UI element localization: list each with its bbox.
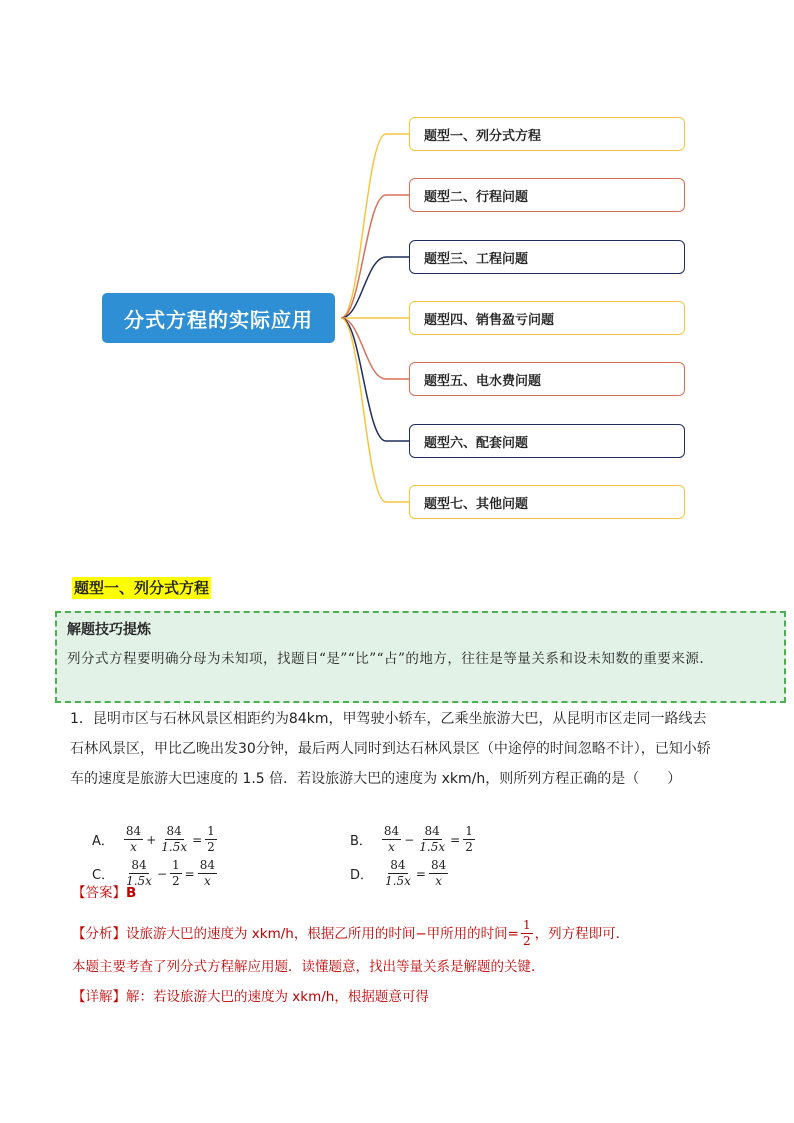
analysis-fraction — [521, 918, 533, 949]
fraction — [463, 824, 475, 855]
mindmap-root: 分式方程的实际应用 — [102, 293, 335, 343]
denominator: 2 — [207, 840, 215, 854]
operator: = — [192, 832, 203, 847]
question-text: 1．昆明市区与石林风景区相距约为84km，甲驾驶小轿车，乙乘坐旅游大巴，从昆明市区走同一路线去石林风景区，甲比乙晚出发30分钟，最后两人同时到达石林风景区（中途停的时间忽略不计），已知小轿车的速度是旅游大巴速度的 1.5 倍．若设旅游大巴的速度为 xkm/h，则所列方程正确的是（ ） — [70, 711, 711, 787]
operator: − — [156, 866, 167, 881]
section-title: 题型一、列分式方程 — [74, 579, 210, 597]
option-d[interactable] — [350, 858, 450, 889]
numerator: 1 — [207, 824, 215, 838]
analysis-label: 【分析】 — [72, 925, 126, 942]
summary-text: 本题主要考查了列分式方程解应用题．读懂题意，找出等量关系是解题的关键． — [72, 959, 545, 975]
denominator: x — [435, 874, 442, 888]
numerator: 84 — [390, 858, 406, 872]
fraction — [205, 824, 217, 855]
answer-value: B — [126, 885, 137, 901]
numerator: 84 — [430, 858, 447, 872]
numerator: 84 — [131, 858, 147, 872]
denominator: x — [388, 840, 395, 854]
analysis-text-end: ，列方程即可. — [534, 925, 620, 942]
mindmap-connectors — [0, 0, 794, 560]
numerator: 84 — [383, 824, 400, 838]
detail-label: 【详解】 — [72, 989, 126, 1005]
numerator: 1 — [522, 918, 531, 932]
mindmap-connector — [341, 318, 409, 379]
mindmap-node: 题型七、其他问题 — [409, 485, 685, 519]
tip-box — [55, 611, 786, 703]
numerator: 84 — [125, 824, 142, 838]
numerator: 84 — [166, 824, 182, 838]
mindmap-node: 题型一、列分式方程 — [409, 117, 685, 151]
mindmap-node: 题型四、销售盈亏问题 — [409, 301, 685, 335]
mindmap-node: 题型二、行程问题 — [409, 178, 685, 212]
denominator: 2 — [522, 934, 531, 948]
numerator: 1 — [172, 858, 180, 872]
analysis-line — [72, 918, 620, 949]
answer-label: 【答案】 — [72, 885, 126, 901]
denominator: 1.5x — [419, 840, 446, 854]
fraction — [124, 824, 143, 855]
numerator: 84 — [424, 824, 440, 838]
denominator: x — [203, 874, 211, 888]
numerator: 84 — [199, 858, 215, 872]
mindmap-node: 题型六、配套问题 — [409, 424, 685, 458]
operator: + — [146, 832, 157, 847]
denominator: 2 — [465, 840, 473, 854]
denominator: 1.5x — [161, 840, 188, 854]
denominator: 2 — [172, 874, 180, 888]
tip-text: 列分式方程要明确分母为未知项，找题目“是”“比”“占”的地方，往往是等量关系和设未知数的重要来源. — [67, 651, 705, 667]
mindmap-connector — [341, 257, 409, 318]
denominator: 1.5x — [385, 874, 411, 888]
numerator: 1 — [465, 824, 473, 838]
fraction — [159, 824, 189, 855]
operator: = — [415, 866, 426, 881]
option-a[interactable] — [92, 824, 219, 855]
answer-line — [72, 882, 136, 904]
detail-text: 解：若设旅游大巴的速度为 xkm/h，根据题意可得 — [126, 989, 429, 1005]
option-b[interactable] — [350, 824, 477, 855]
operator: − — [404, 832, 415, 847]
fraction — [417, 824, 447, 855]
denominator: 1.5x — [126, 874, 152, 888]
option-letter: B． — [350, 834, 372, 849]
fraction — [429, 858, 448, 889]
operator: = — [450, 832, 461, 847]
option-letter: D． — [350, 868, 374, 883]
mindmap-connector — [341, 318, 409, 502]
detail-line — [72, 986, 429, 1008]
operator: = — [184, 866, 195, 881]
mindmap-node: 题型五、电水费问题 — [409, 362, 685, 396]
fraction — [383, 858, 413, 889]
fraction — [382, 824, 401, 855]
mindmap-connector — [341, 134, 409, 318]
fraction — [170, 858, 182, 889]
analysis-text: 设旅游大巴的速度为 xkm/h，根据乙所用的时间−甲所用的时间= — [126, 925, 519, 942]
tip-title: 解题技巧提炼 — [67, 622, 151, 638]
option-letter: A． — [92, 834, 114, 849]
mindmap-node: 题型三、工程问题 — [409, 240, 685, 274]
fraction — [198, 858, 217, 889]
option-letter: C． — [92, 868, 115, 883]
denominator: x — [130, 840, 137, 854]
